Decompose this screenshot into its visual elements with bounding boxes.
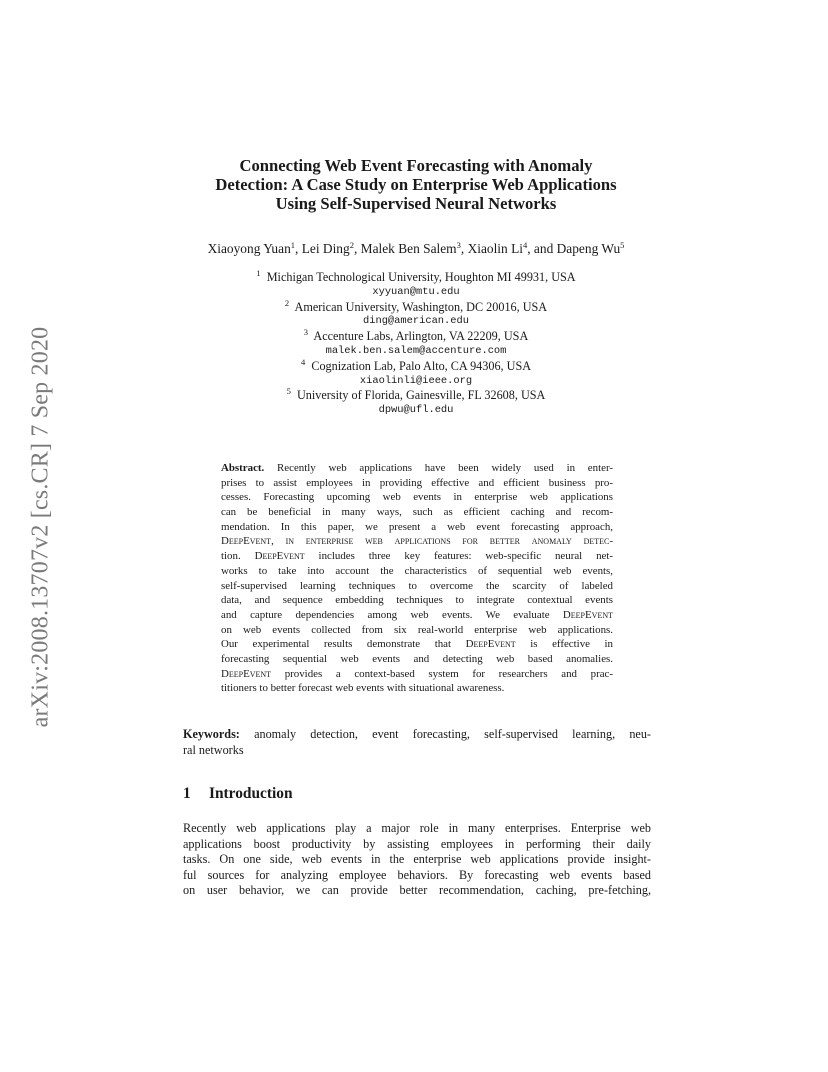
affiliation-mark: 3	[303, 327, 308, 338]
system-name: DeepEvent	[562, 608, 613, 621]
paper-title	[160, 156, 672, 213]
introduction-text	[183, 821, 651, 899]
affiliation-email: malek.ben.salem@accenture.com	[325, 344, 507, 357]
abstract-line: mendation. In this paper, we present a web event forecasting approach,	[221, 520, 613, 533]
keywords-line: ral networks	[183, 742, 244, 757]
abstract-line: tion. DeepEvent includes three key features: web-specific neural net-	[221, 550, 614, 563]
affiliation-text: Cognization Lab, Palo Alto, CA 94306, USA	[311, 358, 532, 373]
keywords-label: Keywords:	[183, 727, 240, 741]
author-mark: 3	[456, 240, 461, 250]
abstract-line: DeepEvent provides a context-based system for researchers and prac-	[221, 667, 613, 680]
author-name: Xiaoyong Yuan	[207, 241, 291, 256]
section-title: Introduction	[209, 785, 293, 802]
abstract-line: can be beneficial in many ways, such as efficient caching and recom-	[221, 506, 613, 519]
affiliation-mark: 2	[284, 297, 290, 308]
body-line: on user behavior, we can provide better recommendation, caching, pre-fetching,	[183, 883, 651, 898]
body-line: ful sources for analyzing employee behaviors. By forecasting web events based	[183, 867, 651, 882]
title-line: Connecting Web Event Forecasting with Anomaly	[239, 156, 593, 175]
keywords	[183, 727, 651, 758]
system-name: DeepEvent	[254, 550, 305, 563]
arxiv-identifier-text: arXiv:2008.13707v2 [cs.CR] 7 Sep 2020	[27, 326, 54, 728]
system-name: DeepEvent	[221, 535, 272, 548]
author-name: Xiaolin Li	[467, 241, 523, 256]
body-line: applications boost productivity by assisting employees in performing their daily	[183, 836, 651, 851]
author-separator: ,	[353, 241, 361, 256]
affiliation-list	[160, 270, 672, 418]
author-list	[140, 241, 692, 257]
affiliation-email: ding@american.edu	[362, 315, 469, 328]
affiliation-email: xiaolinli@ieee.org	[359, 374, 473, 387]
affiliation-mark: 5	[286, 386, 291, 397]
abstract-line	[221, 461, 613, 476]
affiliation-mark: 1	[256, 268, 261, 278]
title-line: Using Self-Supervised Neural Networks	[275, 194, 557, 213]
abstract-label: Abstract.	[221, 462, 265, 474]
author-mark: 4	[522, 240, 528, 250]
system-name: DeepEvent	[465, 638, 516, 651]
system-name: DeepEvent	[221, 667, 272, 680]
arxiv-identifier	[22, 292, 60, 762]
abstract	[221, 461, 613, 696]
author-name: Malek Ben Salem	[360, 241, 457, 256]
affiliation	[160, 270, 672, 285]
title-line: Detection: A Case Study on Enterprise Web Applications	[215, 175, 617, 194]
author-name: Dapeng Wu	[556, 241, 621, 256]
author-separator: ,	[295, 241, 302, 256]
abstract-line: forecasting sequential web events and detecting web based anomalies.	[221, 652, 613, 665]
abstract-line: self-supervised learning techniques to overcome the scarcity of labeled	[221, 579, 613, 592]
author-separator: ,	[460, 241, 468, 256]
abstract-line: DeepEvent, in enterprise web applications for better anomaly detec-	[221, 535, 613, 548]
abstract-line: Our experimental results demonstrate that DeepEvent is effective in	[221, 638, 614, 651]
abstract-line: works to take into account the characteristics of sequential web events,	[221, 564, 613, 577]
affiliation	[160, 356, 672, 374]
affiliation-text: Michigan Technological University, Houghton MI 49931, USA	[266, 270, 576, 284]
author-separator: , and	[527, 241, 557, 256]
author-name: Lei Ding	[301, 241, 350, 256]
author-mark: 2	[349, 240, 354, 250]
affiliation	[160, 388, 672, 403]
author-mark: 5	[620, 240, 625, 250]
affiliation	[160, 329, 672, 344]
body-line: tasks. On one side, web events in the enterprise web applications provide insight-	[183, 852, 651, 867]
keywords-text: anomaly detection, event forecasting, self-supervised learning, neu-	[239, 727, 651, 741]
abstract-line: on web events collected from six real-world enterprise web applications.	[221, 623, 613, 636]
affiliation-text: University of Florida, Gainesville, FL 32608, USA	[296, 388, 546, 403]
abstract-line: and capture dependencies among web events. We evaluate DeepEvent	[221, 608, 613, 621]
section-number: 1	[183, 785, 191, 802]
affiliation-email: dpwu@ufl.edu	[378, 404, 454, 417]
author-mark: 1	[290, 240, 296, 250]
abstract-line: data, and sequence embedding techniques to integrate contextual events	[221, 594, 613, 607]
affiliation-mark: 4	[300, 356, 306, 367]
section-heading	[183, 785, 293, 803]
abstract-line: prises to assist employees in providing effective and efficient business pro-	[221, 476, 613, 489]
body-line: Recently web applications play a major role in many enterprises. Enterprise web	[183, 821, 651, 835]
affiliation-text: American University, Washington, DC 20016, USA	[294, 299, 548, 314]
keywords-line	[183, 727, 651, 743]
abstract-text: Recently web applications have been widely used in enter-	[264, 462, 613, 474]
abstract-line: titioners to better forecast web events with situational awareness.	[221, 682, 505, 695]
affiliation-text: Accenture Labs, Arlington, VA 22209, USA	[313, 329, 529, 344]
affiliation-email: xyyuan@mtu.edu	[372, 285, 460, 298]
abstract-line: cesses. Forecasting upcoming web events in enterprise web applications	[221, 491, 613, 504]
affiliation	[160, 297, 672, 315]
